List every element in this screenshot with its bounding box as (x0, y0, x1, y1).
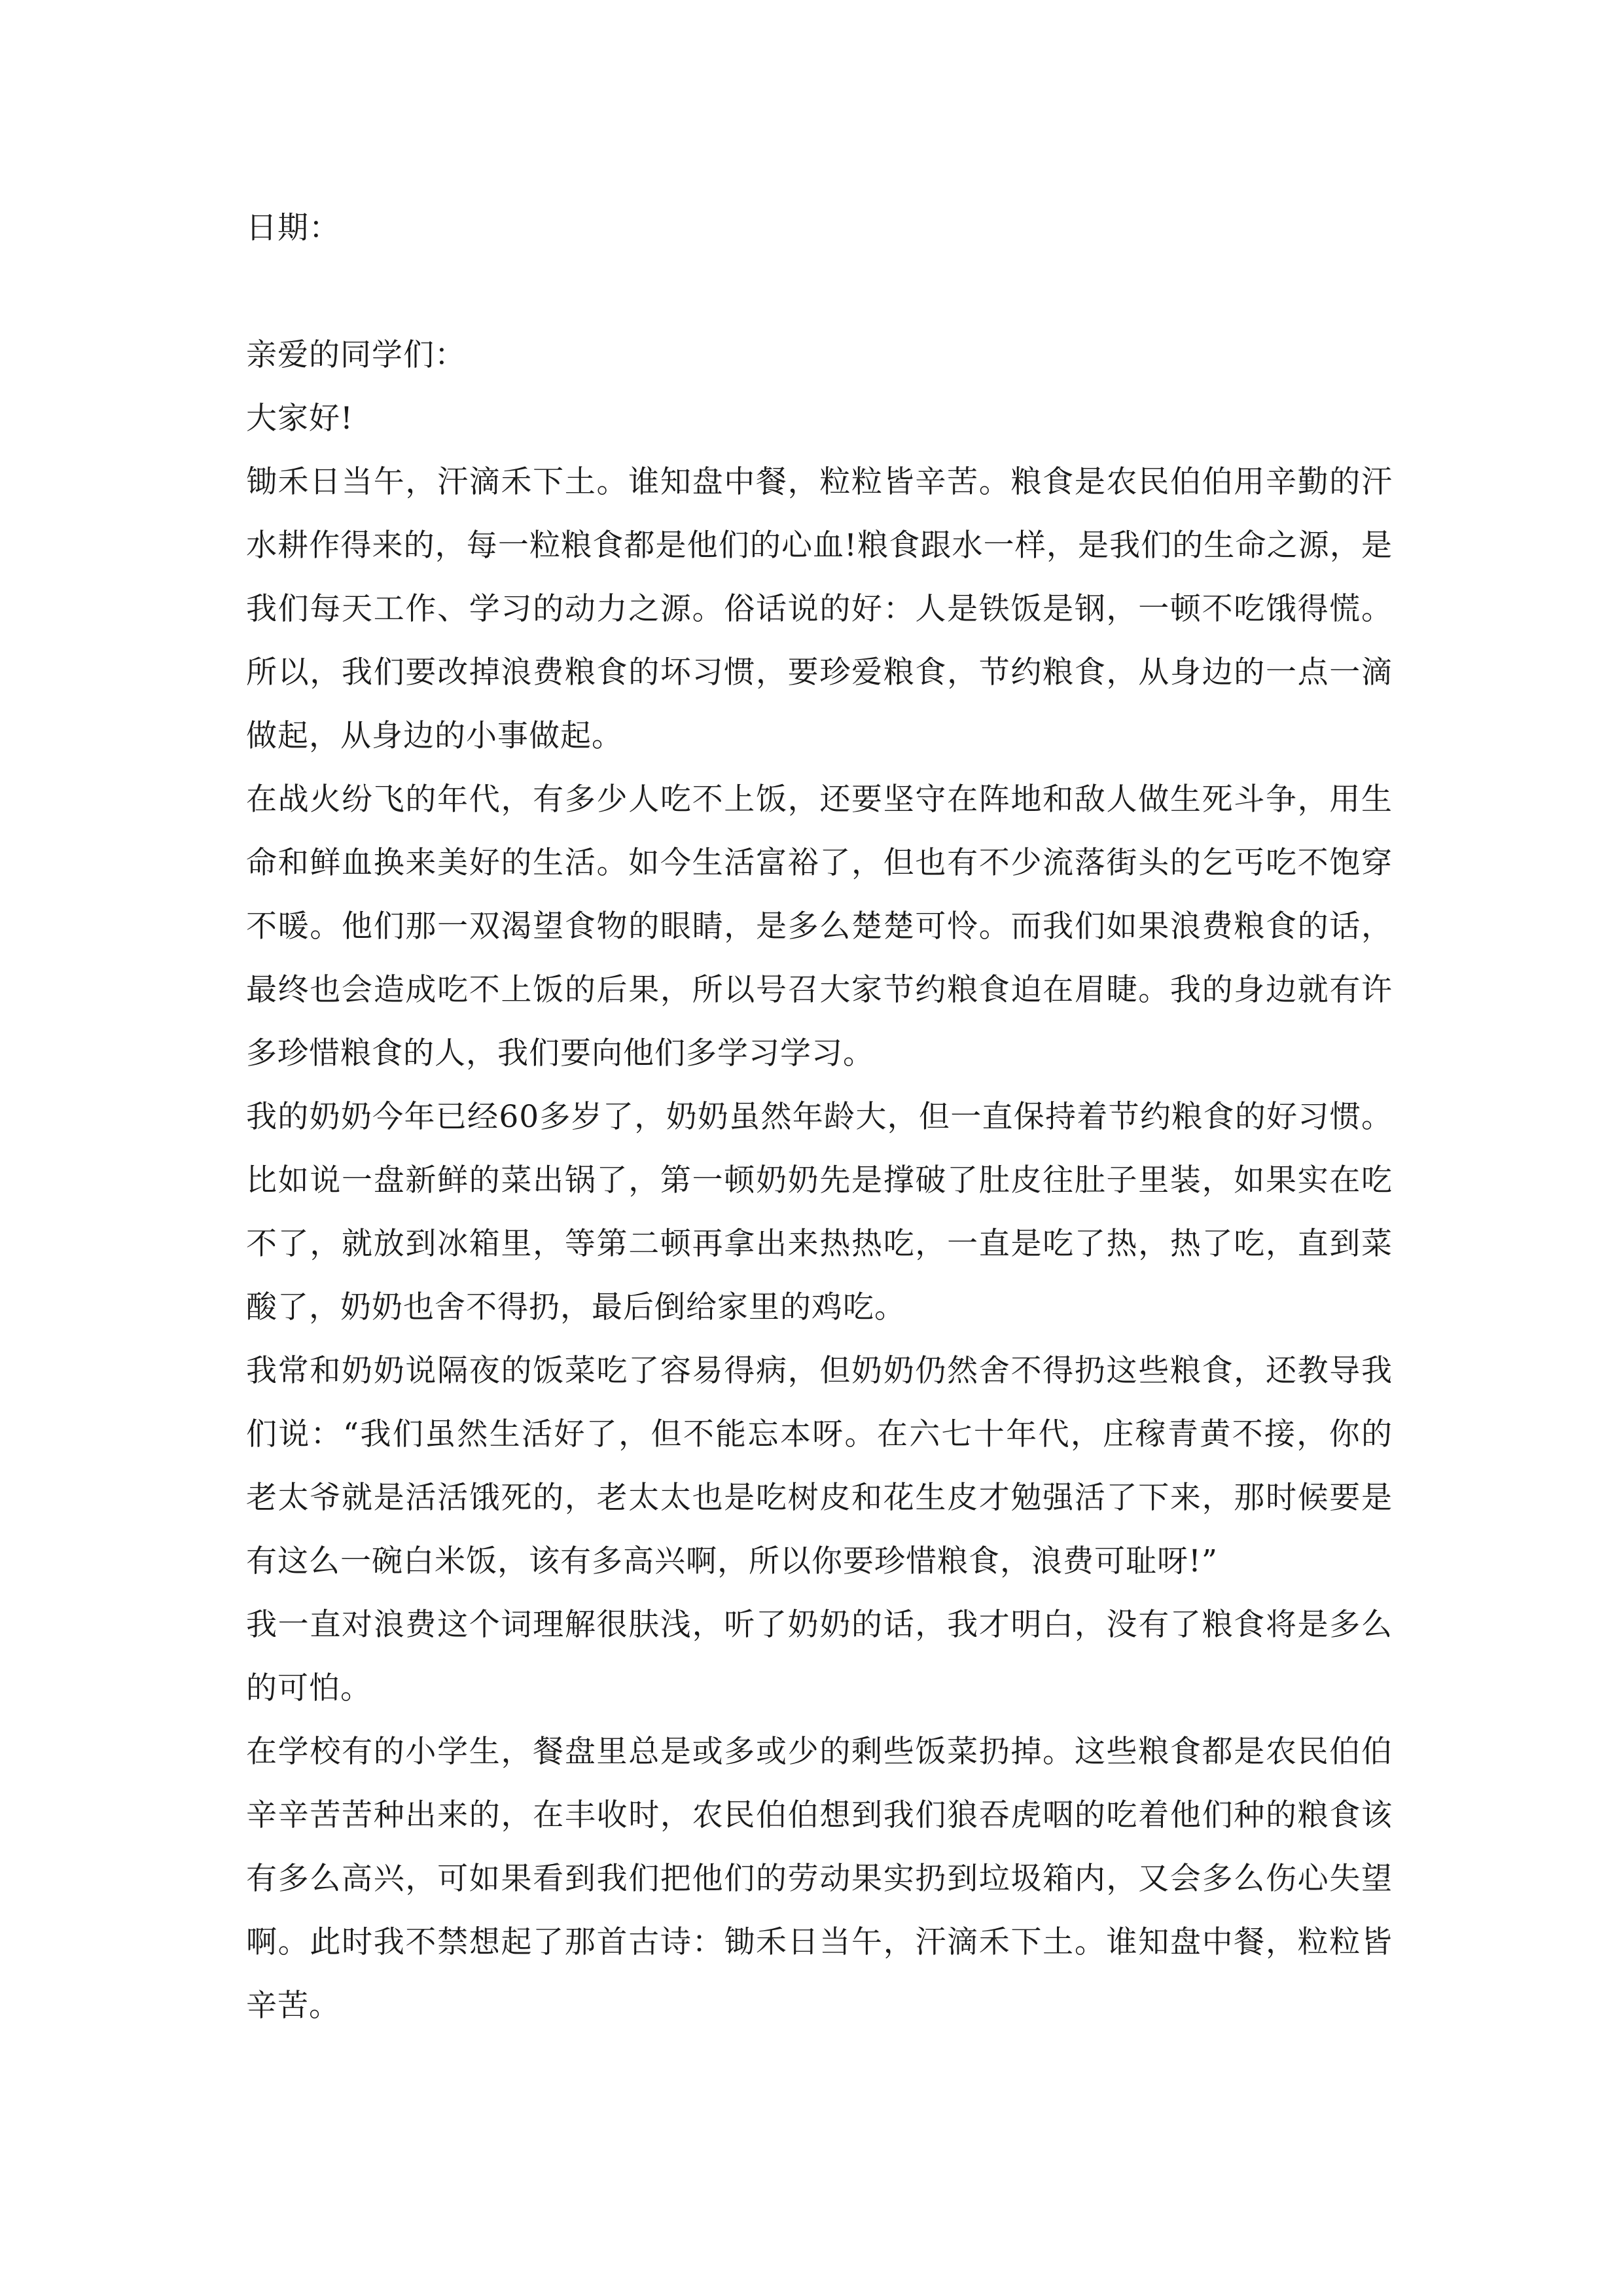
greeting: 大家好! (246, 401, 353, 437)
document-body (246, 196, 1393, 2037)
paragraph: 在学校有的小学生，餐盘里总是或多或少的剩些饭菜扔掉。这些粮食都是农民伯伯辛辛苦苦种出来的，在丰收时，农民伯伯想到我们狼吞虎咽的吃着他们种的粮食该有多么高兴，可如果看到我们把他们的劳动果实扔到垃圾箱内，又会多么伤心失望啊。此时我不禁想起了那首古诗：锄禾日当午，汗滴禾下土。谁知盘中餐，粒粒皆辛苦。 (246, 1734, 1393, 2024)
paragraph: 锄禾日当午，汗滴禾下土。谁知盘中餐，粒粒皆辛苦。粮食是农民伯伯用辛勤的汗水耕作得来的，每一粒粮食都是他们的心血!粮食跟水一样，是我们的生命之源，是我们每天工作、学习的动力之源。俗话说的好：人是铁饭是钢，一顿不吃饿得慌。所以，我们要改掉浪费粮食的坏习惯，要珍爱粮食，节约粮食，从身边的一点一滴做起，从身边的小事做起。 (246, 464, 1393, 754)
paragraph: 我的奶奶今年已经60多岁了，奶奶虽然年龄大，但一直保持着节约粮食的好习惯。比如说一盘新鲜的菜出锅了，第一顿奶奶先是撑破了肚皮往肚子里装，如果实在吃不了，就放到冰箱里，等第二顿再拿出来热热吃，一直是吃了热，热了吃，直到菜酸了，奶奶也舍不得扔，最后倒给家里的鸡吃。 (246, 1099, 1393, 1325)
paragraph: 我一直对浪费这个词理解很肤浅，听了奶奶的话，我才明白，没有了粮食将是多么的可怕。 (246, 1607, 1393, 1706)
date-label: 日期： (246, 210, 340, 246)
paragraph: 我常和奶奶说隔夜的饭菜吃了容易得病，但奶奶仍然舍不得扔这些粮食，还教导我们说：“我们虽然生活好了，但不能忘本呀。在六七十年代，庄稼青黄不接，你的老太爷就是活活饿死的，老太太也是吃树皮和花生皮才勉强活了下来，那时候要是有这么一碗白米饭，该有多高兴啊，所以你要珍惜粮食，浪费可耻呀!” (246, 1353, 1393, 1579)
paragraph: 在战火纷飞的年代，有多少人吃不上饭，还要坚守在阵地和敌人做生死斗争，用生命和鲜血换来美好的生活。如今生活富裕了，但也有不少流落街头的乞丐吃不饱穿不暖。他们那一双渴望食物的眼睛，是多么楚楚可怜。而我们如果浪费粮食的话，最终也会造成吃不上饭的后果，所以号召大家节约粮食迫在眉睫。我的身边就有许多珍惜粮食的人，我们要向他们多学习学习。 (246, 781, 1393, 1071)
salutation: 亲爱的同学们： (246, 337, 466, 373)
